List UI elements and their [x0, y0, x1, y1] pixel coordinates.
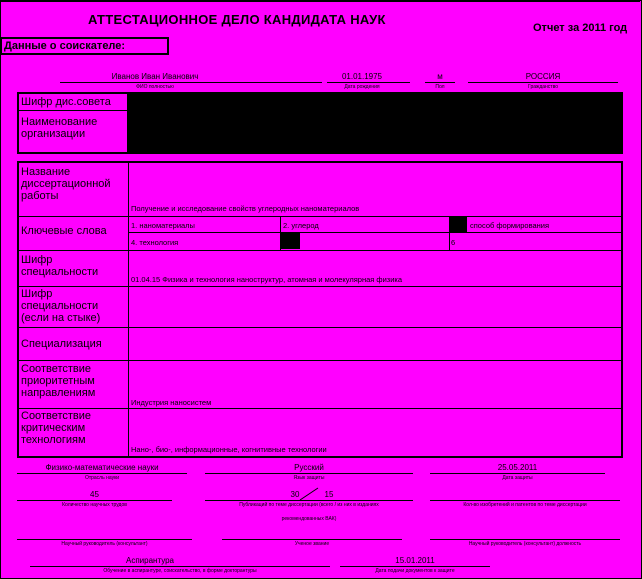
keyword-6[interactable]: 6	[451, 238, 456, 247]
keyword-2[interactable]: 2. углерод	[283, 221, 319, 230]
critical-value[interactable]: Нано-, био-, информационные, когнитивные технологии	[131, 445, 327, 454]
specialty-alt-label: Шифр специальности (если на стыке)	[21, 288, 101, 324]
org-label: Наименование организации	[21, 116, 98, 140]
council-code-label: Шифр дис.совета	[21, 96, 111, 108]
keyword-4[interactable]: 4. технология	[131, 238, 179, 247]
academic-caption: Ученое звание	[294, 541, 330, 547]
fio-value[interactable]: Иванов Иван Иванович	[111, 72, 199, 81]
keyword-1[interactable]: 1. наноматериалы	[131, 221, 195, 230]
works-value[interactable]: 45	[90, 490, 99, 499]
council-redacted	[127, 94, 621, 152]
form-value[interactable]: Аспирантура	[125, 556, 174, 565]
redacted-cell	[449, 217, 467, 232]
academic-line	[222, 539, 402, 540]
defense-date-value[interactable]: 25.05.2011	[497, 463, 538, 472]
inventions-line	[430, 500, 620, 501]
form-line	[30, 566, 330, 567]
row-divider	[19, 360, 621, 361]
defense-date-line	[430, 473, 605, 474]
row-divider	[19, 110, 127, 111]
defense-date-caption: Дата защиты	[502, 475, 533, 481]
publications-total[interactable]: 30	[290, 490, 300, 499]
fio-caption: ФИО полностью	[136, 84, 174, 90]
sex-caption: Пол	[435, 84, 445, 90]
birthdate-line	[327, 82, 410, 83]
keywords-divider	[128, 232, 621, 233]
specialization-label: Специализация	[21, 338, 102, 350]
filing-date-line	[340, 566, 490, 567]
citizenship-value[interactable]: РОССИЯ	[525, 72, 561, 81]
title-value[interactable]: Получение и исследование свойств углеродных наноматериалов	[131, 204, 360, 213]
filing-date-value[interactable]: 15.01.2011	[395, 556, 435, 565]
language-line	[205, 473, 413, 474]
citizenship-caption: Гражданство	[528, 84, 558, 90]
row-divider	[19, 286, 621, 287]
science-line	[17, 473, 187, 474]
keywords-label: Ключевые слова	[21, 225, 107, 237]
language-value[interactable]: Русский	[294, 463, 324, 472]
leader-post-line	[430, 539, 620, 540]
language-caption: Язык защиты	[293, 475, 325, 481]
slash-icon	[298, 487, 320, 501]
birthdate-caption: Дата рождения	[344, 84, 380, 90]
leader-post-caption: Научный руководитель (консультант) должность	[468, 541, 582, 547]
row-divider	[19, 408, 621, 409]
priority-value[interactable]: Индустрия наносистем	[131, 398, 212, 407]
filing-date-caption: Дата подачи документов к защите	[375, 568, 455, 574]
works-caption: Количество научных трудов	[62, 502, 127, 508]
leader-caption: Научный руководитель (консультант)	[61, 541, 148, 547]
specialty-value[interactable]: 01.04.15 Физика и технология наноструктур, атомная и молекулярная физика	[131, 275, 403, 284]
science-caption: Отрасль науки	[84, 475, 120, 481]
sex-value[interactable]: м	[437, 72, 443, 81]
publications-caption: Публикаций по теме диссертации (всего / из них в изданиях	[239, 502, 379, 508]
section-label: Данные о соискателе:	[0, 37, 169, 55]
publications-line	[205, 500, 413, 501]
sex-line	[425, 82, 455, 83]
citizenship-line	[468, 82, 618, 83]
critical-label: Соответствие критическим технологиям	[21, 410, 92, 446]
row-divider	[19, 216, 621, 217]
inventions-caption: Кол-во изобретений и патентов по теме диссертации	[463, 502, 587, 508]
report-year: Отчет за 2011 год	[533, 22, 628, 34]
priority-label: Соответствие приоритетным направлениям	[21, 363, 96, 399]
row-divider	[19, 250, 621, 251]
birthdate-value[interactable]: 01.01.1975	[341, 72, 383, 81]
form-caption: Обучение в аспирантуре, соискательство, в форме докторантуры	[103, 568, 257, 574]
page-title: АТТЕСТАЦИОННОЕ ДЕЛО КАНДИДАТА НАУК	[88, 12, 386, 27]
col-divider	[128, 163, 129, 456]
title-label: Название диссертационной работы	[21, 166, 111, 202]
specialty-label: Шифр специальности	[21, 254, 99, 278]
publications-vak[interactable]: 15	[324, 490, 334, 499]
works-line	[17, 500, 172, 501]
science-value[interactable]: Физико-математические науки	[45, 463, 159, 472]
redacted-cell	[281, 233, 300, 249]
leader-line	[17, 539, 192, 540]
keyword-3[interactable]: способ формирования	[470, 221, 550, 230]
fio-line	[60, 82, 322, 83]
row-divider	[19, 327, 621, 328]
col-divider	[127, 94, 128, 152]
publications-caption-2: рекомендованных ВАК)	[281, 516, 337, 522]
